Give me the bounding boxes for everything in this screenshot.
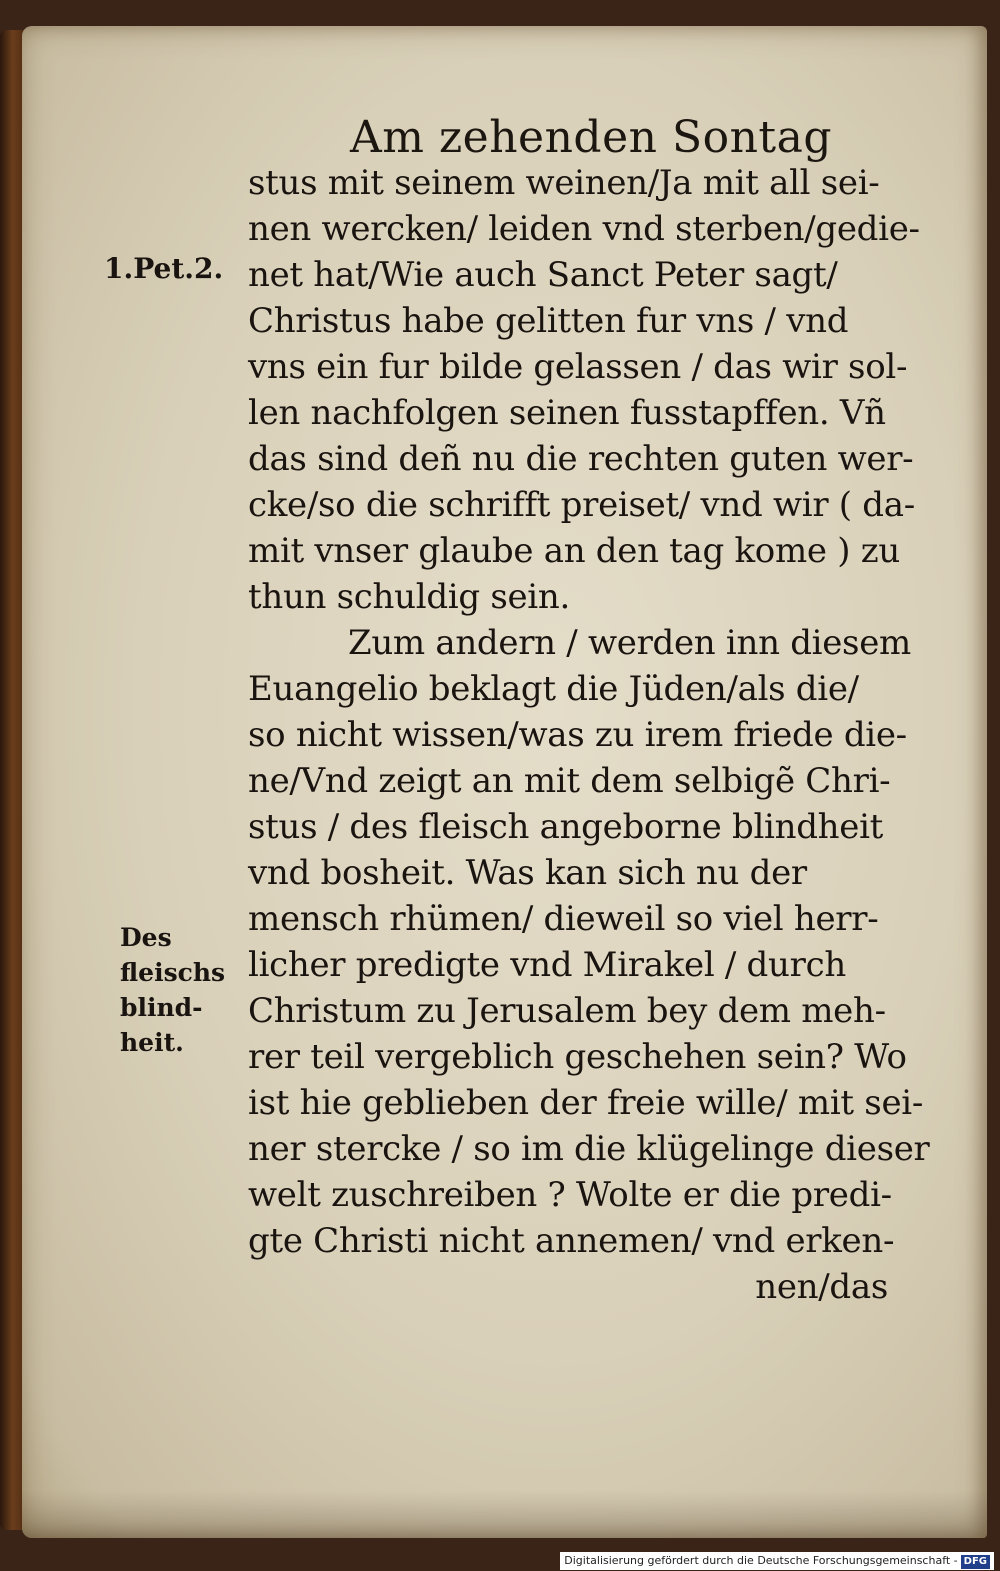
text-line: ner stercke / so im die klügelinge dieser — [248, 1129, 930, 1169]
text-line: so nicht wissen/was zu irem friede die- — [248, 715, 907, 755]
text-line: Euangelio beklagt die Jüden/als die/ — [248, 669, 859, 709]
text-line: licher predigte vnd Mirakel / durch — [248, 945, 846, 985]
text-line: net hat/Wie auch Sanct Peter sagt/ — [248, 255, 838, 295]
text-line: thun schuldig sein. — [248, 577, 570, 617]
text-line: nen wercken/ leiden vnd sterben/gedie- — [248, 209, 920, 249]
page-bottom-shade — [22, 1490, 987, 1538]
text-line: ne/Vnd zeigt an mit dem selbigẽ Chri- — [248, 761, 891, 801]
text-line: mensch rhümen/ dieweil so viel herr- — [248, 899, 879, 939]
text-line: Christus habe gelitten fur vns / vnd — [248, 301, 849, 341]
text-line: stus / des fleisch angeborne blindheit — [248, 807, 884, 847]
body-text — [248, 160, 948, 1310]
margin-note-gloss — [120, 920, 240, 1060]
digitization-credit — [560, 1552, 994, 1570]
margin-note-line: fleischs — [120, 958, 226, 987]
margin-note-reference: 1.Pet.2. — [104, 252, 224, 285]
margin-note-line: Des — [120, 923, 172, 952]
text-line-paragraph-start: Zum andern / werden inn diesem — [348, 623, 911, 663]
running-heading: Am zehenden Sontag — [350, 112, 832, 163]
text-line: mit vnser glaube an den tag kome ) zu — [248, 531, 900, 571]
credit-text: Digitalisierung gefördert durch die Deutsche Forschungsgemeinschaft - — [564, 1554, 958, 1567]
catchword: nen/das — [755, 1267, 888, 1307]
text-line: len nachfolgen seinen fusstapffen. Vñ — [248, 393, 886, 433]
text-line: vns ein fur bilde gelassen / das wir sol- — [248, 347, 908, 387]
margin-note-line: blind- — [120, 993, 203, 1022]
text-line: welt zuschreiben ? Wolte er die predi- — [248, 1175, 892, 1215]
text-line: das sind deñ nu die rechten guten wer- — [248, 439, 914, 479]
text-line: Christum zu Jerusalem bey dem meh- — [248, 991, 886, 1031]
dfg-logo: DFG — [961, 1555, 990, 1569]
text-line: vnd bosheit. Was kan sich nu der — [248, 853, 807, 893]
text-line: cke/so die schrifft preiset/ vnd wir ( da- — [248, 485, 915, 525]
text-line: rer teil vergeblich geschehen sein? Wo — [248, 1037, 907, 1077]
text-line: gte Christi nicht annemen/ vnd erken- — [248, 1221, 895, 1261]
text-line: stus mit seinem weinen/Ja mit all sei- — [248, 163, 880, 203]
margin-note-line: heit. — [120, 1028, 184, 1057]
text-line: ist hie geblieben der freie wille/ mit sei- — [248, 1083, 924, 1123]
